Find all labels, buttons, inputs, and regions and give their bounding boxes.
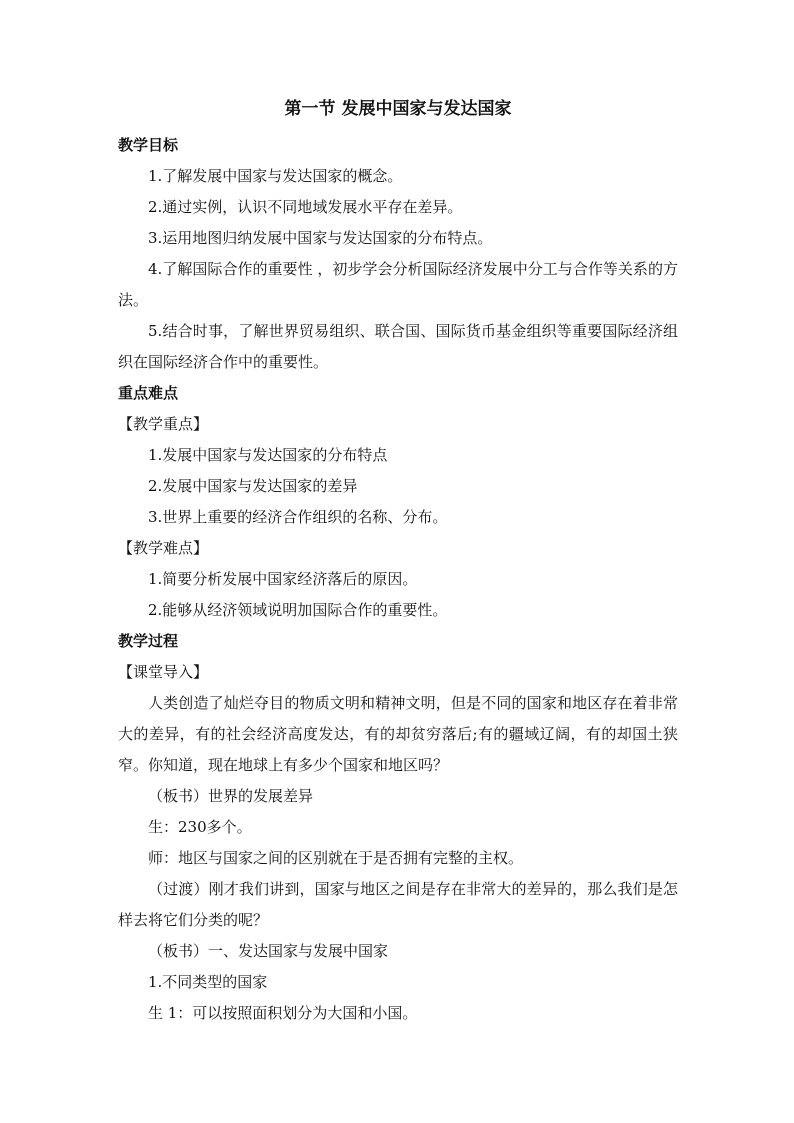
objective-item: 3.运用地图归纳发展中国家与发达国家的分布特点。 — [148, 229, 493, 247]
difficulty-item: 1.简要分析发展中国家经济落后的原因。 — [148, 570, 418, 588]
focus-item: 3.世界上重要的经济合作组织的名称、分布。 — [148, 508, 448, 526]
process-paragraph: 人类创造了灿烂夺目的物质文明和精神文明，但是不同的国家和地区存在着非常大的差异，有的社会经济高度发达，有的却贫穷落后;有的疆域辽阔，有的却国土狭窄。你知道，现在地球上有多少个国家和地区吗？ — [118, 694, 678, 774]
process-paragraph: 师：地区与国家之间的区别就在于是否拥有完整的主权。 — [148, 849, 524, 867]
process-paragraph: （板书）一、发达国家与发展中国家 — [148, 942, 389, 960]
process-paragraph: 生 1：可以按照面积划分为大国和小国。 — [148, 1004, 418, 1022]
focus-item: 2.发展中国家与发达国家的差异 — [148, 477, 358, 495]
difficulty-item: 2.能够从经济领域说明加国际合作的重要性。 — [148, 601, 448, 619]
objective-item: 5.结合时事，了解世界贸易组织、联合国、国际货币基金组织等重要国际经济组织在国际经济合作中的重要性。 — [118, 322, 678, 371]
intro-label: 【课堂导入】 — [118, 663, 209, 681]
process-paragraph: （板书）世界的发展差异 — [148, 787, 314, 805]
document-body — [118, 96, 678, 1029]
focus-item: 1.发展中国家与发达国家的分布特点 — [148, 446, 388, 464]
focus-label: 【教学重点】 — [118, 415, 209, 433]
objective-item: 2.通过实例，认识不同地域发展水平存在差异。 — [148, 198, 463, 216]
process-heading: 教学过程 — [118, 632, 179, 650]
objective-item: 1.了解发展中国家与发达国家的概念。 — [148, 167, 403, 185]
page-title: 第一节 发展中国家与发达国家 — [284, 99, 512, 119]
objectives-heading: 教学目标 — [118, 136, 179, 154]
objective-item: 4.了解国际合作的重要性 ，初步学会分析国际经济发展中分工与合作等关系的方法。 — [118, 260, 678, 309]
process-paragraph: 生：230多个。 — [148, 818, 252, 836]
process-paragraph: 1.不同类型的国家 — [148, 973, 268, 991]
key-points-heading: 重点难点 — [118, 384, 179, 402]
difficulty-label: 【教学难点】 — [118, 539, 209, 557]
process-paragraph: （过渡）刚才我们讲到，国家与地区之间是存在非常大的差异的，那么我们是怎样去将它们分类的呢？ — [118, 880, 678, 929]
